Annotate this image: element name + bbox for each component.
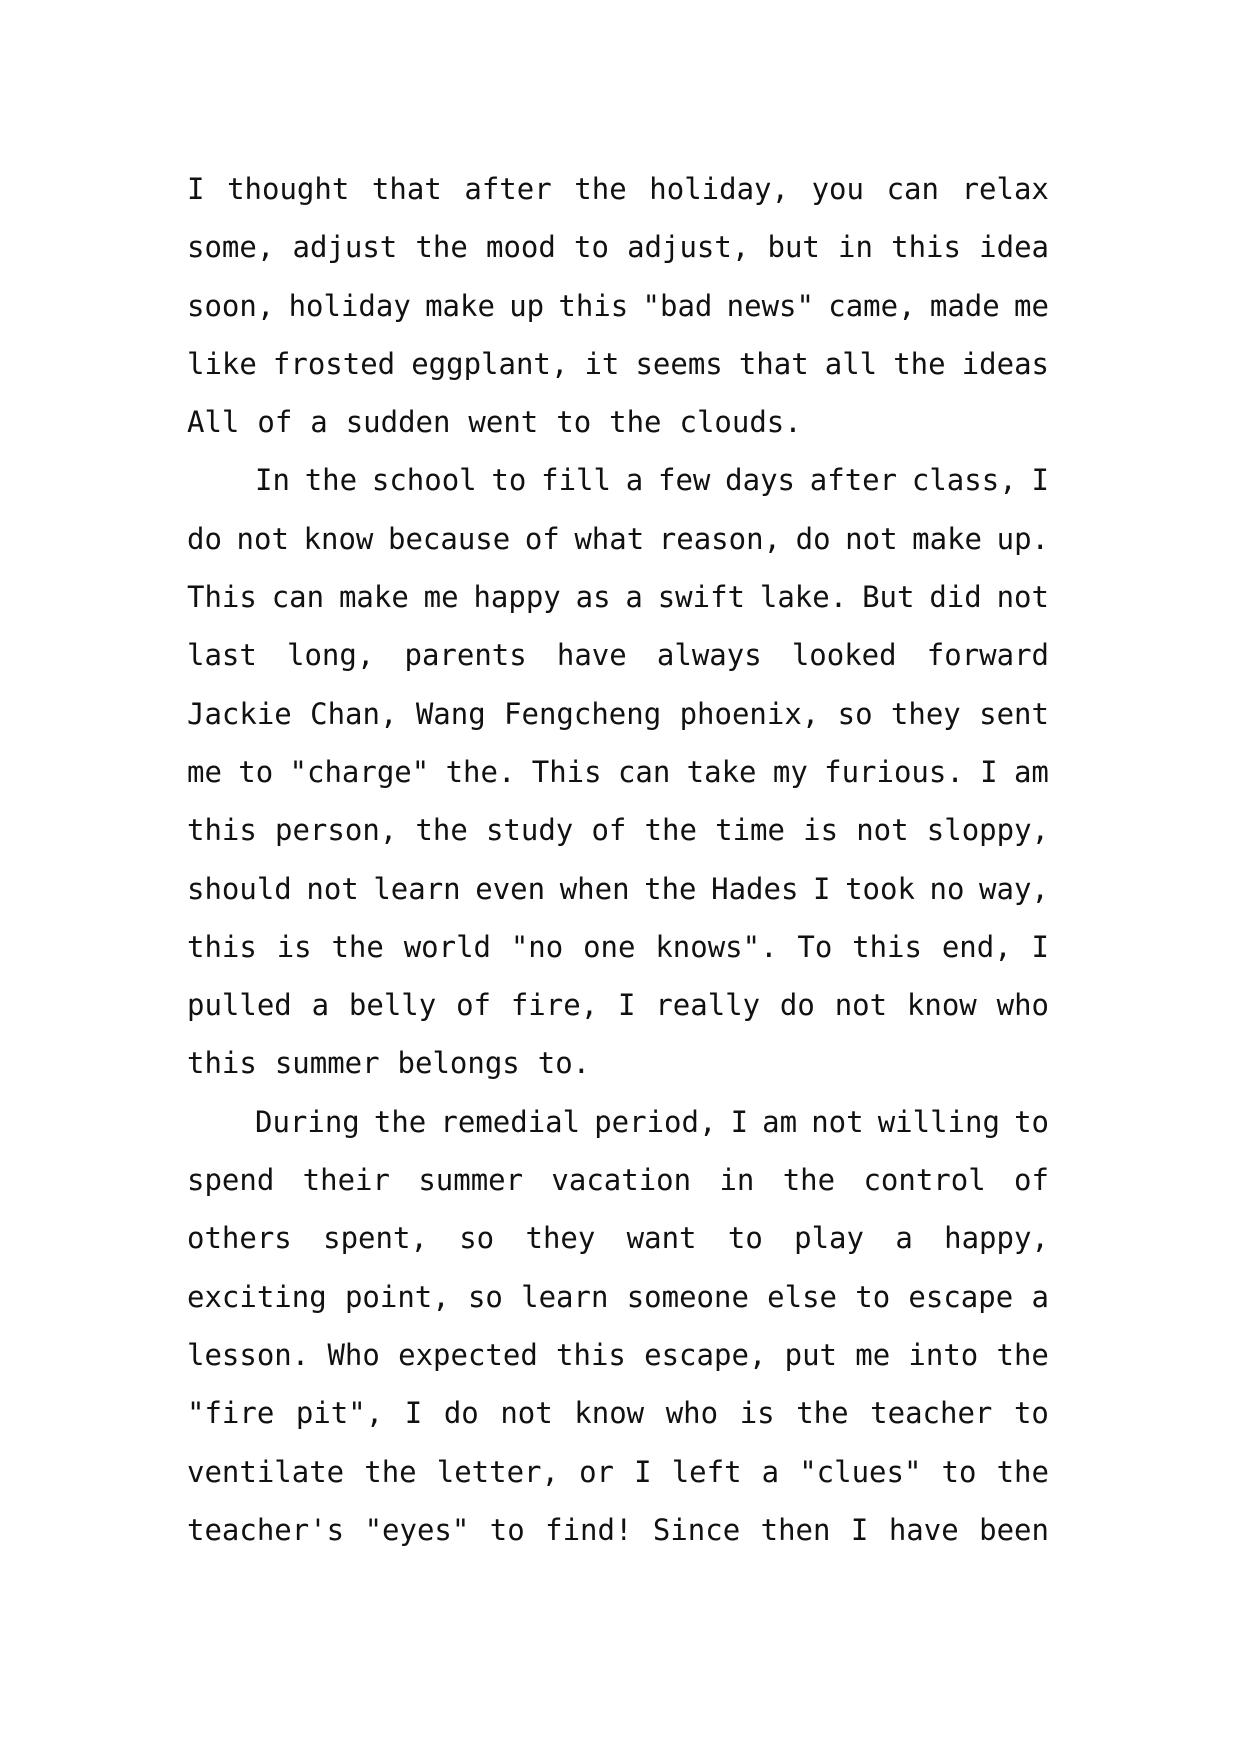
word: after — [464, 172, 552, 206]
word: some, — [187, 230, 275, 265]
word: of — [524, 521, 560, 556]
word: During — [255, 1104, 360, 1139]
word: exciting — [187, 1279, 327, 1314]
word: this — [556, 1337, 626, 1372]
text-line — [187, 976, 1049, 1034]
word: reason, — [658, 521, 782, 556]
word: of — [257, 405, 293, 440]
word: because — [387, 521, 511, 556]
word: the — [415, 230, 468, 265]
word: been — [979, 1512, 1049, 1547]
word: find! — [545, 1512, 633, 1547]
word: they — [890, 696, 961, 731]
text-line — [187, 451, 1049, 509]
word: to — [855, 1279, 891, 1314]
word: that — [738, 346, 809, 381]
word: I — [850, 1512, 869, 1547]
word: All — [187, 405, 240, 440]
word: they — [525, 1221, 596, 1256]
word: expected — [398, 1337, 538, 1372]
word: the — [644, 871, 697, 906]
word: But — [862, 580, 915, 615]
word: study — [485, 813, 574, 848]
word: to. — [537, 1046, 591, 1081]
word: to — [574, 230, 609, 265]
word: In — [255, 463, 290, 498]
word: period, — [594, 1104, 717, 1139]
word: escape — [908, 1279, 1014, 1314]
word: really — [655, 988, 761, 1023]
word: escape, — [644, 1337, 767, 1372]
word: the — [996, 1337, 1049, 1372]
word: even — [475, 871, 546, 906]
word: a — [625, 463, 644, 498]
word: letter, — [436, 1454, 559, 1489]
word: no — [929, 871, 965, 906]
word: This — [187, 580, 257, 615]
word: world — [403, 929, 491, 964]
word: a — [761, 1454, 780, 1489]
word: someone — [626, 1279, 749, 1314]
word: holiday — [288, 288, 411, 323]
word: make — [425, 288, 495, 323]
word: not — [306, 871, 359, 906]
word: teacher — [870, 1396, 993, 1431]
word: learn — [521, 1279, 609, 1314]
word: have — [556, 638, 627, 673]
word: make — [338, 580, 409, 615]
word: always — [656, 638, 762, 673]
word: looked — [791, 638, 897, 673]
text-line — [187, 218, 1049, 276]
word: made — [929, 288, 1000, 323]
word: me — [1013, 288, 1049, 323]
word: to — [238, 754, 274, 789]
word: a — [311, 988, 330, 1023]
word: should — [187, 871, 292, 906]
text-line — [187, 393, 1049, 451]
word: forward — [926, 638, 1049, 673]
word: "no — [510, 929, 564, 964]
word: this — [187, 1046, 257, 1081]
word: Hades — [711, 871, 799, 906]
word: spend — [187, 1163, 275, 1198]
word: me — [423, 580, 459, 615]
word: mood — [485, 230, 556, 265]
word: days — [725, 463, 796, 498]
word: last — [187, 638, 257, 673]
word: to — [1014, 1104, 1049, 1139]
word: I — [634, 1454, 652, 1489]
word: willing — [877, 1104, 1000, 1139]
word: of — [456, 988, 491, 1023]
text-line — [187, 860, 1049, 918]
word: soon, — [187, 288, 275, 323]
word: spent, — [323, 1221, 428, 1256]
text-line — [187, 1443, 1049, 1501]
word: way, — [979, 871, 1049, 906]
word: ventilate — [187, 1454, 345, 1489]
word: make — [912, 521, 982, 556]
word: I — [618, 988, 636, 1023]
word: this — [558, 288, 629, 323]
word: the — [782, 1163, 836, 1198]
word: to — [727, 1221, 763, 1256]
word: Jackie — [187, 696, 292, 731]
word: do — [443, 1396, 479, 1431]
word: the. — [445, 754, 516, 789]
word: lesson. — [187, 1337, 310, 1372]
word: control — [863, 1163, 986, 1198]
text-line — [187, 1326, 1049, 1384]
word: the — [373, 1104, 427, 1139]
text-line — [187, 510, 1049, 568]
word: few — [658, 463, 711, 498]
word: know — [574, 1396, 645, 1431]
text-line — [187, 1384, 1049, 1442]
word: do — [779, 988, 815, 1023]
word: the — [644, 813, 697, 848]
word: not — [834, 988, 888, 1023]
word: "eyes" — [364, 1512, 470, 1547]
word: want — [626, 1221, 697, 1256]
word: news" — [726, 288, 814, 323]
word: this — [852, 929, 922, 964]
word: phoenix, — [679, 696, 820, 731]
word: to — [556, 405, 592, 440]
word: this — [891, 230, 961, 265]
word: I — [187, 172, 205, 206]
word: summer — [274, 1046, 380, 1081]
word: all — [824, 346, 878, 381]
word: the — [364, 1454, 417, 1489]
word: left — [671, 1454, 742, 1489]
word: sent — [979, 696, 1049, 731]
text-line — [187, 1093, 1049, 1151]
word: the — [415, 813, 468, 848]
word: to — [1013, 1396, 1049, 1431]
word: lake. — [759, 580, 848, 615]
word: not — [500, 1396, 553, 1431]
word: others — [187, 1221, 292, 1256]
word: class, — [911, 463, 1017, 498]
word: relax — [961, 172, 1049, 206]
word: teacher's — [187, 1512, 345, 1547]
text-line — [187, 335, 1049, 393]
word: the — [996, 1454, 1049, 1489]
word: their — [302, 1163, 390, 1198]
word: is — [276, 929, 312, 964]
word: of — [1014, 1163, 1049, 1198]
word: I — [980, 754, 998, 789]
word: idea — [979, 230, 1049, 265]
word: "fire — [187, 1396, 275, 1431]
word: that — [371, 172, 442, 206]
word: what — [574, 521, 645, 556]
word: To — [797, 929, 833, 964]
word: is — [803, 813, 839, 848]
word: is — [739, 1396, 775, 1431]
word: I — [1031, 929, 1049, 964]
word: I — [730, 1104, 749, 1139]
word: "clues" — [799, 1454, 922, 1489]
word: the — [304, 463, 358, 498]
word: remedial — [440, 1104, 581, 1139]
word: parents — [404, 638, 527, 673]
word: or — [579, 1454, 614, 1489]
word: then — [760, 1512, 831, 1547]
word: sudden — [345, 405, 451, 440]
word: Chan, — [310, 696, 398, 731]
text-line — [187, 1501, 1049, 1559]
word: school — [371, 463, 477, 498]
text-line — [187, 918, 1049, 976]
word: I — [813, 871, 831, 906]
word: Since — [652, 1512, 741, 1547]
word: the — [893, 346, 946, 381]
word: so — [837, 696, 873, 731]
word: one — [583, 929, 636, 964]
word: a — [625, 580, 643, 615]
word: have — [888, 1512, 959, 1547]
word: I — [1031, 463, 1049, 498]
word: swift — [657, 580, 746, 615]
word: after — [809, 463, 898, 498]
word: took — [845, 871, 915, 906]
text-line — [187, 1268, 1049, 1326]
word: a — [310, 405, 328, 440]
word: pulled — [187, 988, 292, 1023]
word: this — [187, 813, 257, 848]
word: not — [811, 1104, 864, 1139]
word: me — [855, 1337, 891, 1372]
word: furious. — [824, 754, 964, 789]
text-line — [187, 277, 1049, 335]
word: ideas — [961, 346, 1049, 381]
text-line — [187, 801, 1049, 859]
word: belly — [348, 988, 437, 1023]
word: do — [187, 521, 222, 556]
word: not — [996, 580, 1049, 615]
word: up — [509, 288, 545, 323]
word: this — [187, 929, 257, 964]
word: fire, — [510, 988, 599, 1023]
word: put — [784, 1337, 837, 1372]
word: clouds. — [679, 405, 802, 440]
word: so — [459, 1221, 495, 1256]
word: happy, — [944, 1221, 1049, 1256]
word: summer — [418, 1163, 524, 1198]
word: happy — [473, 580, 561, 615]
word: to — [491, 463, 527, 498]
word: a — [1031, 1279, 1049, 1314]
word: fill — [541, 463, 611, 498]
text-line — [187, 1151, 1049, 1209]
word: the — [574, 172, 627, 206]
word: did — [929, 580, 982, 615]
word: in — [838, 230, 873, 265]
word: else — [767, 1279, 837, 1314]
word: point, — [344, 1279, 450, 1314]
word: am — [762, 1104, 798, 1139]
word: eggplant, — [411, 346, 569, 381]
word: vacation — [551, 1163, 692, 1198]
word: end, — [941, 929, 1012, 964]
word: went — [468, 405, 539, 440]
word: belongs — [397, 1046, 520, 1081]
word: of — [591, 813, 627, 848]
word: my — [772, 754, 808, 789]
text-line — [187, 685, 1049, 743]
text-line — [187, 1034, 1049, 1092]
word: holiday, — [649, 172, 789, 206]
word: seems — [635, 346, 723, 381]
word: am — [1013, 754, 1049, 789]
word: know — [906, 988, 977, 1023]
word: pit", — [295, 1396, 384, 1431]
word: it — [584, 346, 620, 381]
word: Fengcheng — [504, 696, 662, 731]
word: time — [715, 813, 785, 848]
word: take — [686, 754, 757, 789]
word: knows". — [655, 929, 778, 964]
word: can — [271, 580, 325, 615]
word: in — [719, 1163, 755, 1198]
word: person, — [275, 813, 398, 848]
word: I — [404, 1396, 423, 1431]
word: sloppy, — [926, 813, 1049, 848]
word: who — [665, 1396, 719, 1431]
word: the — [609, 405, 662, 440]
word: the — [796, 1396, 849, 1431]
word: can — [886, 172, 939, 206]
word: Who — [327, 1337, 380, 1372]
word: but — [767, 230, 820, 265]
word: not — [845, 521, 898, 556]
word: long, — [287, 638, 375, 673]
text-line — [187, 568, 1049, 626]
word: when — [559, 871, 630, 906]
word: "charge" — [289, 754, 430, 789]
word: thought — [227, 172, 350, 206]
word: play — [794, 1221, 864, 1256]
word: not — [236, 521, 289, 556]
text-line — [187, 160, 1049, 218]
word: adjust — [292, 230, 398, 265]
text-line — [187, 743, 1049, 801]
word: This — [531, 754, 602, 789]
word: learn — [373, 871, 461, 906]
word: know — [303, 521, 374, 556]
word: into — [908, 1337, 979, 1372]
word: to — [489, 1512, 525, 1547]
word: can — [617, 754, 671, 789]
body-text — [187, 160, 1049, 1559]
word: to — [941, 1454, 977, 1489]
text-line — [187, 1209, 1049, 1267]
word: me — [187, 754, 222, 789]
text-line — [187, 626, 1049, 684]
word: you — [811, 172, 864, 206]
word: do — [795, 521, 831, 556]
word: who — [996, 988, 1049, 1023]
word: not — [856, 813, 909, 848]
word: "bad — [642, 288, 713, 323]
word: the — [331, 929, 384, 964]
word: came, — [828, 288, 916, 323]
word: as — [575, 580, 611, 615]
word: Wang — [415, 696, 486, 731]
word: so — [467, 1279, 503, 1314]
word: a — [895, 1221, 913, 1256]
word: like — [187, 346, 257, 381]
word: frosted — [272, 346, 396, 381]
word: up. — [996, 521, 1049, 556]
word: adjust, — [627, 230, 750, 265]
